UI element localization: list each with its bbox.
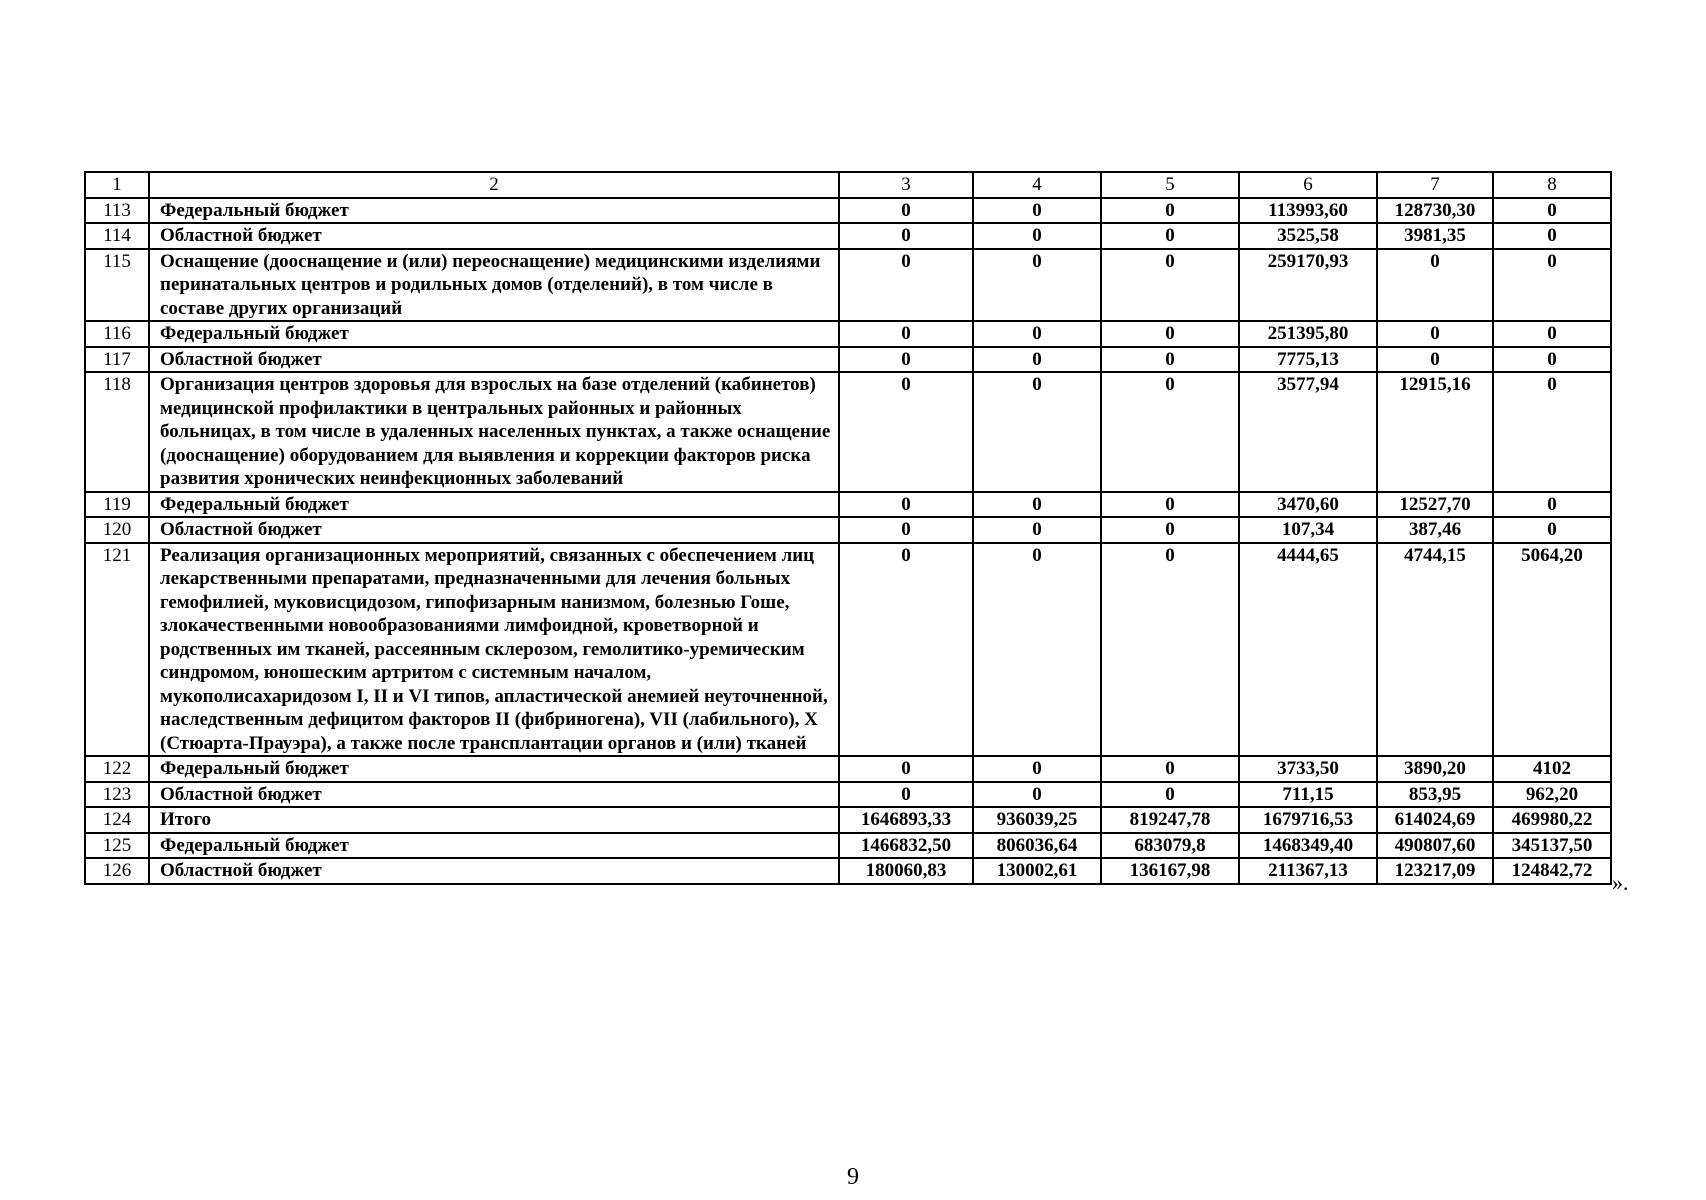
header-cell-7: 7 [1377,172,1493,198]
value-cell-col-7: 4744,15 [1377,543,1493,757]
value-cell-col-4: 0 [973,756,1101,782]
table-row [85,372,1611,492]
table-row [85,223,1611,249]
value-cell-col-7: 614024,69 [1377,807,1493,833]
row-number-cell: 125 [85,833,149,859]
value-cell-col-4: 0 [973,347,1101,373]
value-cell-col-5: 819247,78 [1101,807,1239,833]
value-cell-col-4: 0 [973,249,1101,322]
value-cell-col-4: 0 [973,372,1101,492]
row-number-cell: 114 [85,223,149,249]
value-cell-col-5: 0 [1101,372,1239,492]
value-cell-col-6: 7775,13 [1239,347,1377,373]
row-name-cell: Федеральный бюджет [149,321,839,347]
row-name-cell: Оснащение (дооснащение и (или) переоснащение) медицинскими изделиями перинатальных центров и родильных домов (отделений), в том числе в составе других организаций [149,249,839,322]
value-cell-col-3: 0 [839,198,973,224]
value-cell-col-8: 0 [1493,249,1611,322]
row-name-cell: Федеральный бюджет [149,492,839,518]
value-cell-col-6: 711,15 [1239,782,1377,808]
table-row [85,858,1611,884]
header-cell-2: 2 [149,172,839,198]
table-row [85,807,1611,833]
value-cell-col-5: 0 [1101,517,1239,543]
value-cell-col-3: 0 [839,249,973,322]
row-name-cell: Областной бюджет [149,347,839,373]
closing-quote-mark: ». [1612,870,1629,895]
value-cell-col-3: 0 [839,223,973,249]
value-cell-col-7: 0 [1377,321,1493,347]
value-cell-col-6: 3470,60 [1239,492,1377,518]
table-row [85,782,1611,808]
value-cell-col-5: 0 [1101,492,1239,518]
table-row [85,249,1611,322]
value-cell-col-4: 0 [973,321,1101,347]
value-cell-col-4: 130002,61 [973,858,1101,884]
value-cell-col-8: 962,20 [1493,782,1611,808]
column-number-header-row [85,172,1611,198]
value-cell-col-7: 0 [1377,347,1493,373]
value-cell-col-5: 0 [1101,347,1239,373]
value-cell-col-7: 128730,30 [1377,198,1493,224]
value-cell-col-4: 0 [973,492,1101,518]
table-row [85,543,1611,757]
value-cell-col-8: 0 [1493,223,1611,249]
value-cell-col-6: 4444,65 [1239,543,1377,757]
budget-table-wrapper [84,171,1610,885]
value-cell-col-3: 1646893,33 [839,807,973,833]
row-name-cell: Итого [149,807,839,833]
value-cell-col-8: 124842,72 [1493,858,1611,884]
value-cell-col-8: 345137,50 [1493,833,1611,859]
table-row [85,756,1611,782]
value-cell-col-5: 136167,98 [1101,858,1239,884]
value-cell-col-3: 0 [839,782,973,808]
value-cell-col-3: 0 [839,492,973,518]
header-cell-4: 4 [973,172,1101,198]
header-cell-8: 8 [1493,172,1611,198]
row-number-cell: 124 [85,807,149,833]
row-name-cell: Областной бюджет [149,782,839,808]
value-cell-col-3: 180060,83 [839,858,973,884]
value-cell-col-5: 0 [1101,249,1239,322]
value-cell-col-3: 1466832,50 [839,833,973,859]
row-number-cell: 126 [85,858,149,884]
value-cell-col-7: 12527,70 [1377,492,1493,518]
value-cell-col-8: 0 [1493,347,1611,373]
row-number-cell: 122 [85,756,149,782]
value-cell-col-5: 0 [1101,198,1239,224]
row-name-cell: Организация центров здоровья для взрослых на базе отделений (кабинетов) медицинской профилактики в центральных районных и районных больницах, в том числе в удаленных населенных пунктах, а также оснащение (дооснащение) оборудованием для выявления и коррекции факторов риска развития хронических неинфекционных заболеваний [149,372,839,492]
value-cell-col-7: 3890,20 [1377,756,1493,782]
table-row [85,347,1611,373]
table-row [85,833,1611,859]
row-number-cell: 121 [85,543,149,757]
row-number-cell: 113 [85,198,149,224]
value-cell-col-8: 0 [1493,372,1611,492]
row-number-cell: 119 [85,492,149,518]
value-cell-col-6: 3525,58 [1239,223,1377,249]
value-cell-col-6: 107,34 [1239,517,1377,543]
header-cell-5: 5 [1101,172,1239,198]
value-cell-col-3: 0 [839,347,973,373]
row-name-cell: Областной бюджет [149,517,839,543]
value-cell-col-7: 3981,35 [1377,223,1493,249]
table-row [85,321,1611,347]
row-number-cell: 116 [85,321,149,347]
value-cell-col-7: 0 [1377,249,1493,322]
value-cell-col-3: 0 [839,543,973,757]
row-name-cell: Федеральный бюджет [149,833,839,859]
value-cell-col-6: 211367,13 [1239,858,1377,884]
value-cell-col-6: 113993,60 [1239,198,1377,224]
row-name-cell: Федеральный бюджет [149,198,839,224]
value-cell-col-6: 251395,80 [1239,321,1377,347]
value-cell-col-5: 0 [1101,756,1239,782]
value-cell-col-8: 0 [1493,517,1611,543]
value-cell-col-7: 387,46 [1377,517,1493,543]
row-name-cell: Реализация организационных мероприятий, связанных с обеспечением лиц лекарственными препаратами, предназначенными для лечения больных гемофилией, муковисцидозом, гипофизарным нанизмом, болезнью Гоше, злокачественными новообразованиями лимфоидной, кроветворной и родственных им тканей, рассеянным склерозом, гемолитико-уремическим синдромом, юношеским артритом с системным началом, мукополисахаридозом I, II и VI типов, апластической анемией неуточненной, наследственным дефицитом факторов II (фибриногена), VII (лабильного), X (Стюарта-Прауэра), а также после трансплантации органов и (или) тканей [149,543,839,757]
value-cell-col-3: 0 [839,321,973,347]
value-cell-col-6: 3577,94 [1239,372,1377,492]
value-cell-col-5: 0 [1101,321,1239,347]
value-cell-col-4: 936039,25 [973,807,1101,833]
table-row [85,492,1611,518]
row-name-cell: Федеральный бюджет [149,756,839,782]
table-row [85,198,1611,224]
value-cell-col-8: 0 [1493,198,1611,224]
row-number-cell: 115 [85,249,149,322]
row-number-cell: 118 [85,372,149,492]
budget-table [84,171,1612,885]
value-cell-col-7: 123217,09 [1377,858,1493,884]
value-cell-col-8: 4102 [1493,756,1611,782]
header-cell-3: 3 [839,172,973,198]
value-cell-col-3: 0 [839,372,973,492]
row-number-cell: 120 [85,517,149,543]
value-cell-col-6: 3733,50 [1239,756,1377,782]
value-cell-col-8: 0 [1493,492,1611,518]
value-cell-col-6: 1468349,40 [1239,833,1377,859]
table-body [85,172,1611,884]
value-cell-col-3: 0 [839,517,973,543]
value-cell-col-5: 683079,8 [1101,833,1239,859]
value-cell-col-8: 0 [1493,321,1611,347]
value-cell-col-7: 490807,60 [1377,833,1493,859]
row-number-cell: 123 [85,782,149,808]
row-name-cell: Областной бюджет [149,223,839,249]
row-number-cell: 117 [85,347,149,373]
value-cell-col-5: 0 [1101,782,1239,808]
value-cell-col-4: 806036,64 [973,833,1101,859]
row-name-cell: Областной бюджет [149,858,839,884]
value-cell-col-3: 0 [839,756,973,782]
value-cell-col-5: 0 [1101,223,1239,249]
value-cell-col-4: 0 [973,543,1101,757]
value-cell-col-6: 1679716,53 [1239,807,1377,833]
value-cell-col-4: 0 [973,223,1101,249]
table-row [85,517,1611,543]
value-cell-col-4: 0 [973,517,1101,543]
value-cell-col-8: 469980,22 [1493,807,1611,833]
value-cell-col-8: 5064,20 [1493,543,1611,757]
value-cell-col-7: 853,95 [1377,782,1493,808]
page-number: 9 [847,1164,859,1190]
value-cell-col-4: 0 [973,198,1101,224]
value-cell-col-4: 0 [973,782,1101,808]
header-cell-1: 1 [85,172,149,198]
header-cell-6: 6 [1239,172,1377,198]
value-cell-col-6: 259170,93 [1239,249,1377,322]
value-cell-col-7: 12915,16 [1377,372,1493,492]
value-cell-col-5: 0 [1101,543,1239,757]
